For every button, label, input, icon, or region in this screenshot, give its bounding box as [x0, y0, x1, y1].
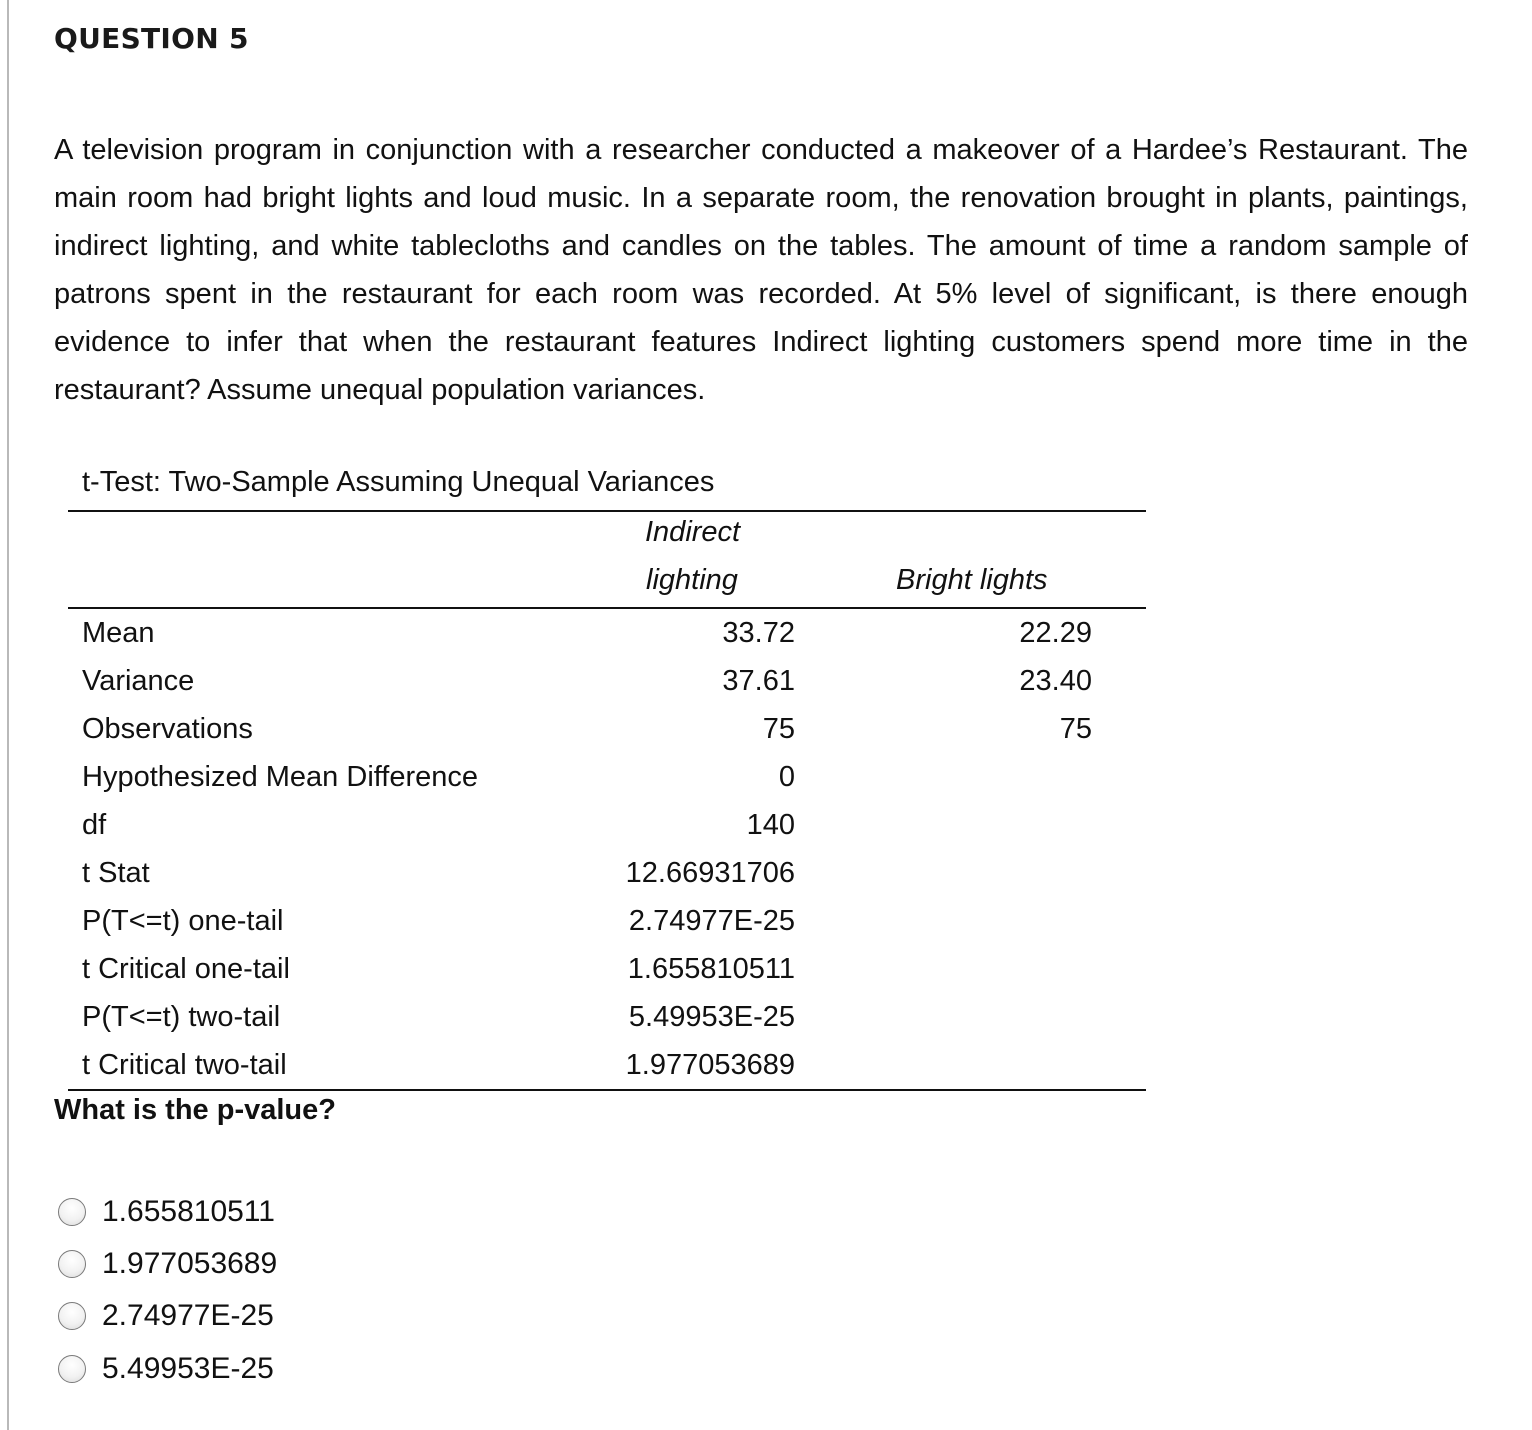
table-row	[68, 609, 1146, 657]
row-label: Variance	[82, 665, 195, 697]
row-value-bright: 22.29	[1019, 617, 1092, 649]
answer-option-3[interactable]	[58, 1296, 274, 1336]
row-value-indirect: 1.977053689	[625, 1049, 795, 1081]
table-row	[68, 945, 1146, 993]
row-label: Observations	[82, 713, 253, 745]
row-label: df	[82, 809, 107, 841]
row-label: P(T<=t) two-tail	[82, 1001, 281, 1033]
left-border	[7, 0, 9, 1430]
column-header-bright-lights: Bright lights	[896, 564, 1048, 596]
answer-option-label: 1.977053689	[102, 1247, 278, 1280]
row-value-indirect: 2.74977E-25	[628, 905, 795, 937]
table-row	[68, 1041, 1146, 1089]
row-value-indirect: 33.72	[722, 617, 795, 649]
column-header-indirect-line2: lighting	[646, 564, 738, 596]
row-value-indirect: 5.49953E-25	[628, 1001, 795, 1033]
table-row	[68, 753, 1146, 801]
answer-option-4[interactable]	[58, 1349, 274, 1389]
row-label: Mean	[82, 617, 155, 649]
table-top-rule	[68, 510, 1146, 512]
row-value-indirect: 1.655810511	[627, 953, 795, 985]
answer-option-1[interactable]	[58, 1192, 275, 1232]
row-label: t Stat	[82, 857, 150, 889]
row-label: t Critical two-tail	[82, 1049, 287, 1081]
row-label: P(T<=t) one-tail	[82, 905, 284, 937]
answer-option-label: 5.49953E-25	[102, 1352, 274, 1385]
radio-button-icon[interactable]	[58, 1250, 86, 1278]
row-label: Hypothesized Mean Difference	[82, 761, 479, 793]
radio-button-icon[interactable]	[58, 1302, 86, 1330]
row-value-indirect: 140	[746, 809, 795, 841]
question-title: QUESTION 5	[54, 22, 249, 55]
answer-option-2[interactable]	[58, 1244, 277, 1284]
answer-option-label: 2.74977E-25	[102, 1299, 274, 1332]
table-row	[68, 897, 1146, 945]
row-value-indirect: 0	[778, 761, 795, 793]
row-value-indirect: 12.66931706	[625, 857, 795, 889]
table-bottom-rule	[68, 1089, 1146, 1091]
table-row	[68, 657, 1146, 705]
table-row	[68, 993, 1146, 1041]
row-label: t Critical one-tail	[82, 953, 290, 985]
row-value-indirect: 37.61	[722, 665, 795, 697]
radio-button-icon[interactable]	[58, 1198, 86, 1226]
row-value-indirect: 75	[762, 713, 795, 745]
row-value-bright: 23.40	[1019, 665, 1092, 697]
row-value-bright: 75	[1059, 713, 1092, 745]
table-row	[68, 801, 1146, 849]
question-text: A television program in conjunction with a researcher conducted a makeover of a Hardee’s Restaurant. The main room had bright lights and loud music. In a separate room, the renovation brought in plants, paintings, indirect lighting, and white tablecloths and candles on the tables. The amount of time a random sample of patrons spent in the restaurant for each room was recorded. At 5% level of significant, is there enough evidence to infer that when the restaurant features Indirect lighting customers spend more time in the restaurant? Assume unequal population variances.	[54, 134, 1468, 406]
answer-option-label: 1.655810511	[102, 1195, 275, 1228]
radio-button-icon[interactable]	[58, 1355, 86, 1383]
table-title: t-Test: Two-Sample Assuming Unequal Variances	[82, 466, 715, 498]
column-header-indirect-line1: Indirect	[645, 516, 741, 548]
question-prompt: What is the p-value?	[54, 1094, 336, 1126]
table-row	[68, 705, 1146, 753]
table-row	[68, 849, 1146, 897]
